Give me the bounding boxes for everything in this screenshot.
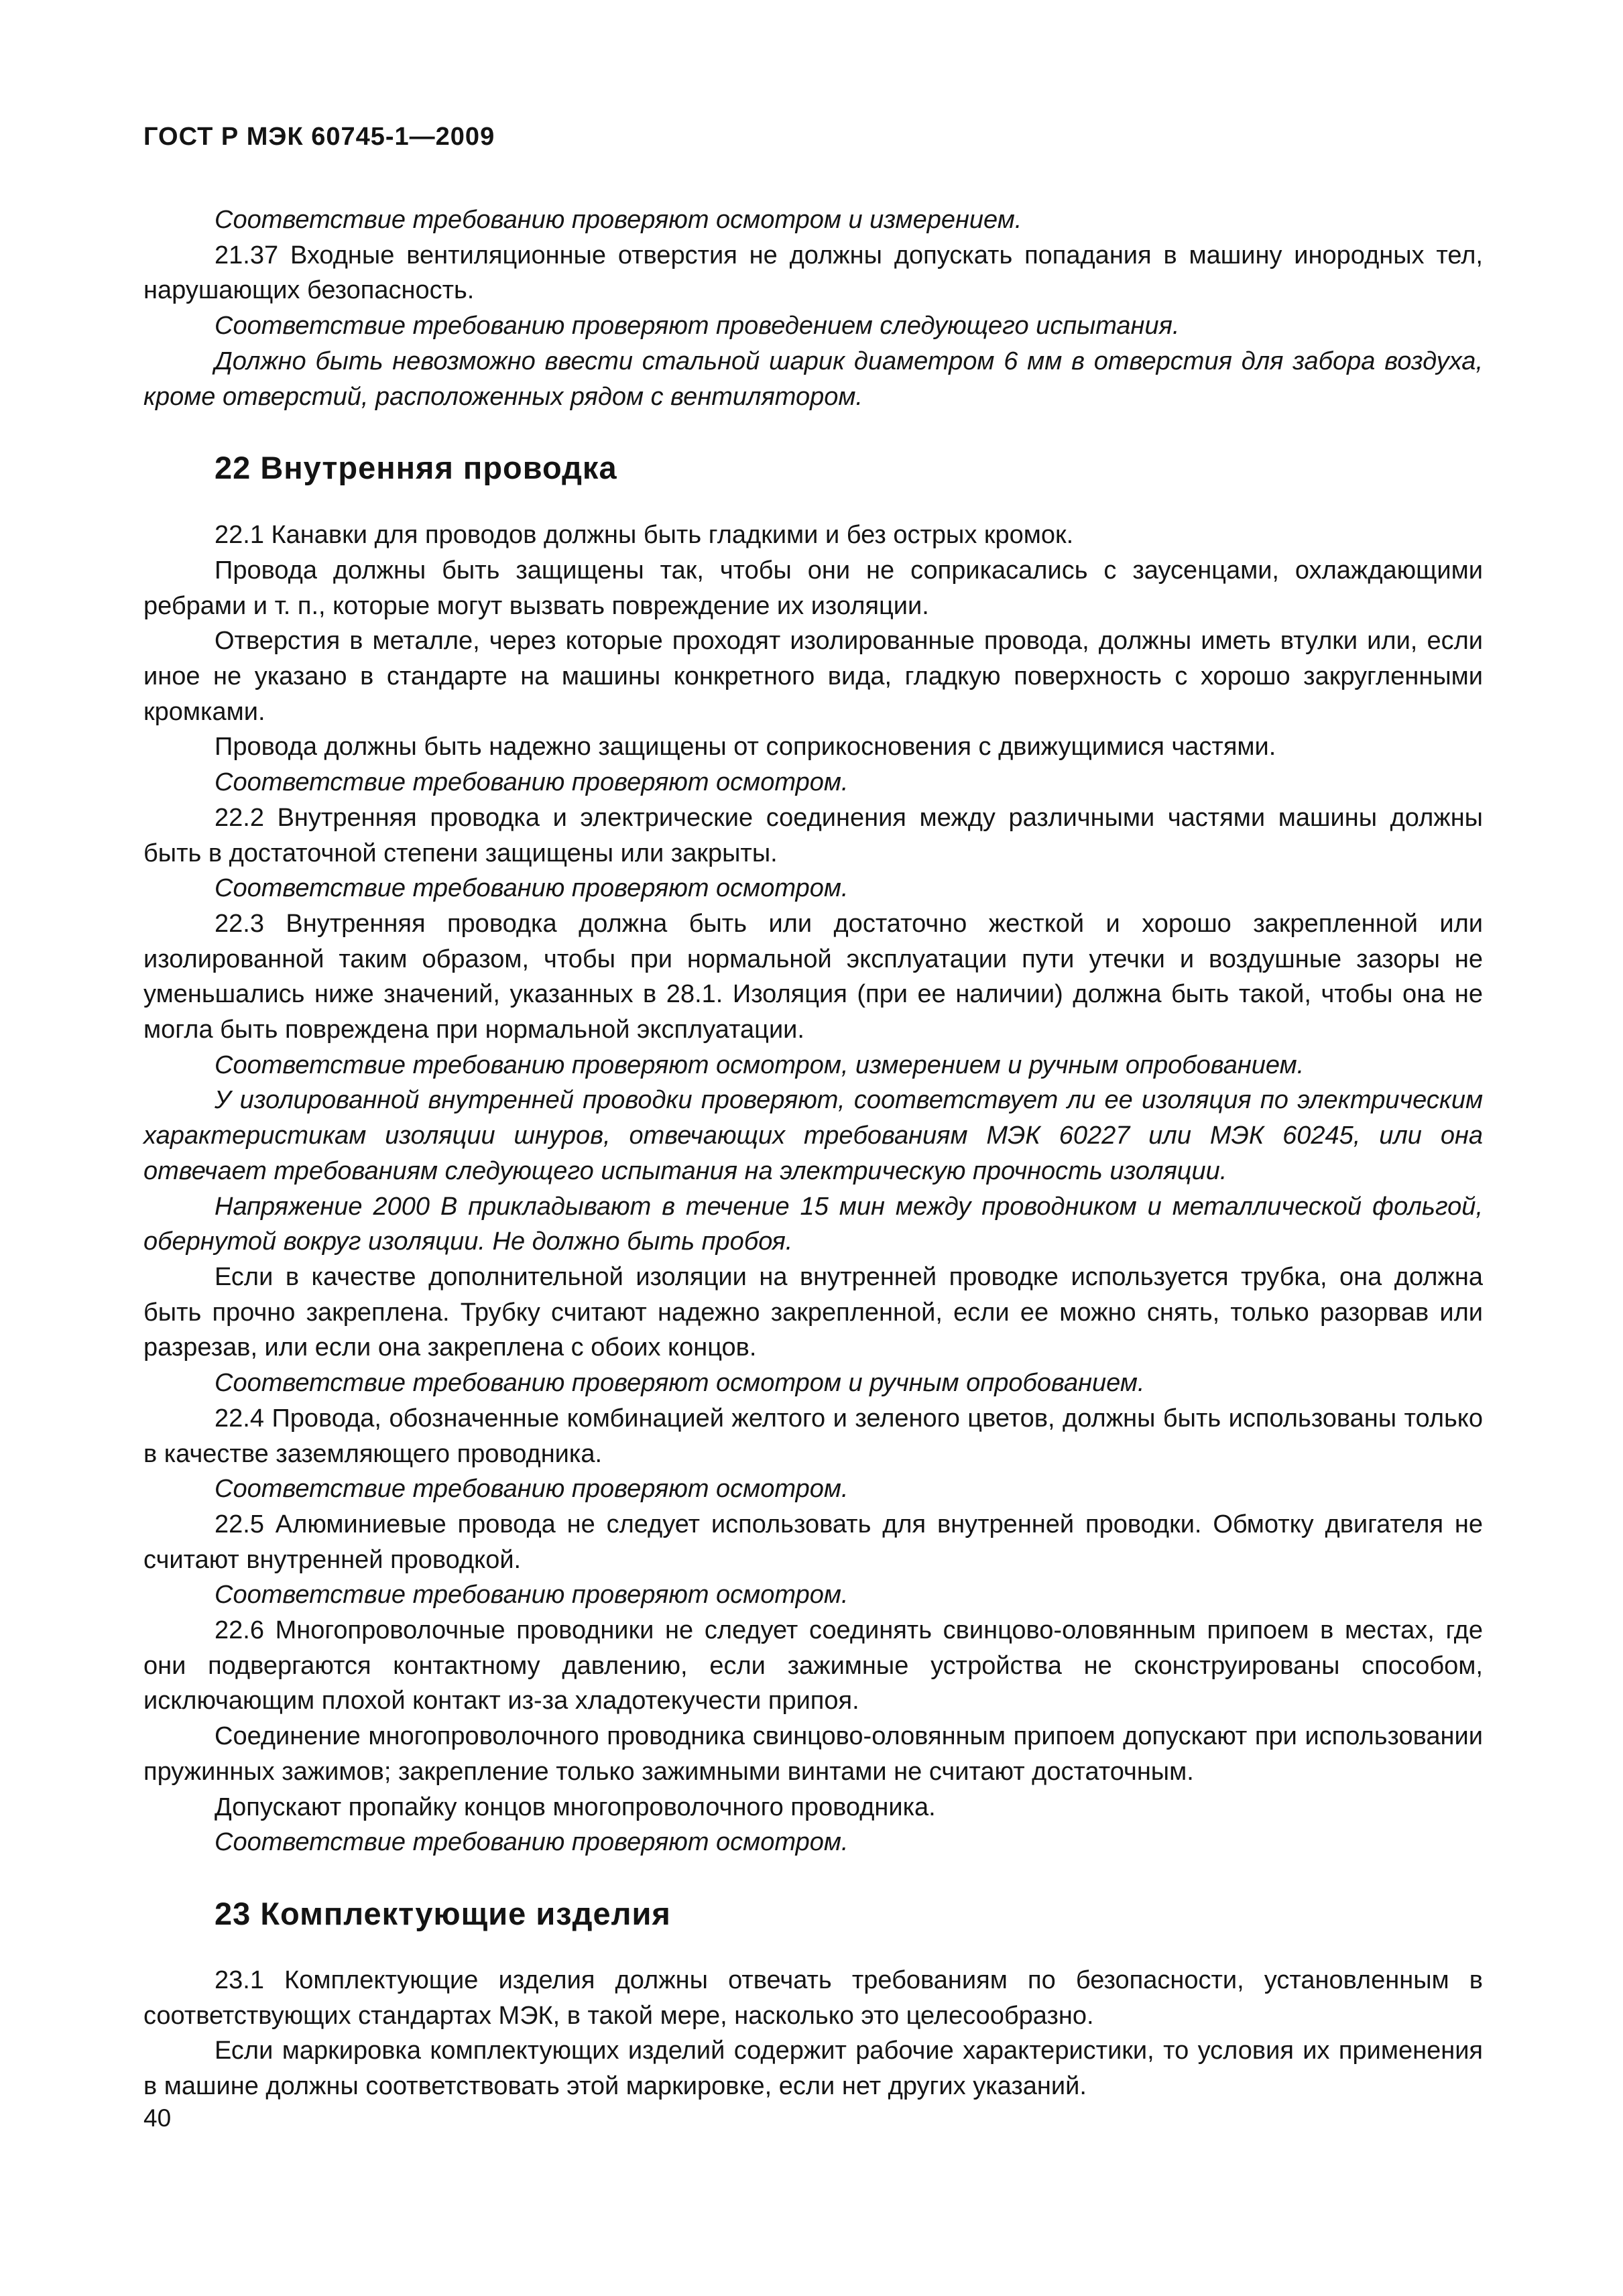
paragraph: 22.5 Алюминиевые провода не следует использовать для внутренней проводки. Обмотку двигателя не считают внутренней проводкой. xyxy=(143,1510,1483,1574)
compliance-note: Соответствие требованию проверяют осмотром. xyxy=(215,1475,849,1504)
page-number: 40 xyxy=(143,2104,172,2132)
compliance-note: Соответствие требованию проверяют осмотром и ручным опробованием. xyxy=(215,1369,1145,1398)
compliance-note: Соответствие требованию проверяют осмотром. xyxy=(215,874,849,903)
paragraph: 22.3 Внутренняя проводка должна быть или достаточно жесткой и хорошо закрепленной или изолированной таким образом, чтобы при нормальной эксплуатации пути утечки и воздушные зазоры не уменьшались ниже значений, указанных в 28.1. Изоляция (при ее наличии) должна быть такой, чтобы она не могла быть повреждена при нормальной эксплуатации. xyxy=(143,909,1483,1044)
paragraph: 21.37 Входные вентиляционные отверстия не должны допускать попадания в машину инородных тел, нарушающих безопасность. xyxy=(143,241,1483,305)
compliance-note: Соответствие требованию проверяют осмотром. xyxy=(215,1581,849,1610)
compliance-note: Соответствие требованию проверяют осмотром. xyxy=(215,1828,849,1857)
paragraph: Если в качестве дополнительной изоляции на внутренней проводке используется трубка, она должна быть прочно закреплена. Трубку считают надежно закрепленной, если ее можно снять, только разорвав или разрезав, или если она закреплена с обоих концов. xyxy=(143,1262,1483,1362)
paragraph: Провода должны быть защищены так, чтобы они не соприкасались с заусенцами, охлаждающими ребрами и т. п., которые могут вызвать повреждение их изоляции. xyxy=(143,556,1483,620)
paragraph: Соединение многопроволочного проводника свинцово-оловянным припоем допускают при использовании пружинных зажимов; закрепление только зажимными винтами не считают достаточным. xyxy=(143,1722,1483,1786)
compliance-note: Должно быть невозможно ввести стальной шарик диаметром 6 мм в отверстия для забора воздуха, кроме отверстий, расположенных рядом с вентилятором. xyxy=(143,347,1483,411)
paragraph: 22.2 Внутренняя проводка и электрические соединения между различными частями машины должны быть в достаточной степени защищены или закрыты. xyxy=(143,803,1483,867)
compliance-note: Соответствие требованию проверяют осмотром, измерением и ручным опробованием. xyxy=(215,1050,1305,1079)
compliance-note: Напряжение 2000 В прикладывают в течение 15 мин между проводником и металлической фольгой, обернутой вокруг изоляции. Не должно быть пробоя. xyxy=(143,1192,1483,1256)
section-heading: 23 Комплектующие изделия xyxy=(215,1895,671,1931)
paragraph: Допускают пропайку концов многопроволочного проводника. xyxy=(215,1793,936,1821)
paragraph: Отверстия в металле, через которые проходят изолированные провода, должны иметь втулки или, если иное не указано в стандарте на машины конкретного вида, гладкую поверхность с хорошо закругленными кромками. xyxy=(143,627,1483,726)
paragraph: 22.1 Канавки для проводов должны быть гладкими и без острых кромок. xyxy=(215,521,1074,550)
compliance-note: У изолированной внутренней проводки проверяют, соответствует ли ее изоляция по электрическим характеристикам изоляции шнуров, отвечающих требованиям МЭК 60227 или МЭК 60245, или она отвечает требованиям следующего испытания на электрическую прочность изоляции. xyxy=(143,1086,1483,1185)
compliance-note: Соответствие требованию проверяют осмотром. xyxy=(215,768,849,797)
paragraph: 23.1 Комплектующие изделия должны отвечать требованиям по безопасности, установленным в соответствующих стандартах МЭК, в такой мере, насколько это целесообразно. xyxy=(143,1966,1483,2030)
compliance-note: Соответствие требованию проверяют проведением следующего испытания. xyxy=(215,312,1180,341)
standard-header: ГОСТ Р МЭК 60745-1—2009 xyxy=(143,123,495,151)
paragraph: 22.4 Провода, обозначенные комбинацией желтого и зеленого цветов, должны быть использованы только в качестве заземляющего проводника. xyxy=(143,1404,1483,1468)
paragraph: 22.6 Многопроволочные проводники не следует соединять свинцово-оловянным припоем в местах, где они подвергаются контактному давлению, если зажимные устройства не сконструированы способом, исключающим плохой контакт из-за хладотекучести припоя. xyxy=(143,1616,1483,1715)
section-heading: 22 Внутренняя проводка xyxy=(215,450,617,486)
compliance-note: Соответствие требованию проверяют осмотром и измерением. xyxy=(215,206,1022,234)
paragraph: Провода должны быть надежно защищены от соприкосновения с движущимися частями. xyxy=(215,733,1276,762)
document-body xyxy=(143,202,1483,2104)
paragraph: Если маркировка комплектующих изделий содержит рабочие характеристики, то условия их применения в машине должны соответствовать этой маркировке, если нет других указаний. xyxy=(143,2037,1483,2101)
